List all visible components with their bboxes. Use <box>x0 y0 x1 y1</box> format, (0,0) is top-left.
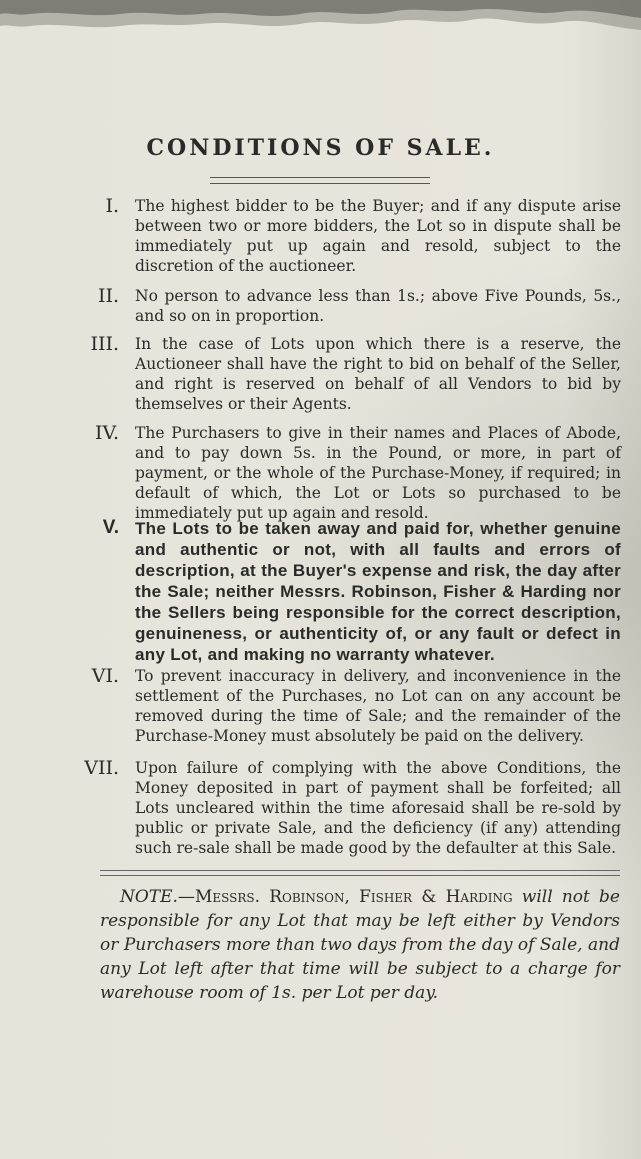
condition-number: V. <box>102 517 119 538</box>
title-rule <box>210 177 430 184</box>
note-paragraph <box>100 885 620 1005</box>
condition-text: The highest bidder to be the Buyer; and if any dispute arise between two or more bidders, the Lot so in dispute shall be immediately put up again and resold, subject to the discretion of the auctioneer. <box>135 197 621 275</box>
condition-number: IV. <box>95 422 119 444</box>
condition-text: In the case of Lots upon which there is a reserve, the Auctioneer shall have the right to bid on behalf of the Seller, and right is reserved on behalf of all Vendors to bid by themselves or their Agents. <box>135 335 621 413</box>
condition-text: Upon failure of complying with the above Conditions, the Money deposited in part of payment shall be forfeited; all Lots uncleared within the time aforesaid shall be re-sold by public or private Sale, and the deficiency (if any) attending such re-sale shall be made good by the defaulter at this Sale. <box>135 759 621 857</box>
condition-number: II. <box>97 285 119 307</box>
condition-text: The Purchasers to give in their names and Places of Abode, and to pay down 5s. in the Pound, or more, in part of payment, or the whole of the Purchase-Money, if required; in default of which, the Lot or Lots so purchased to be immediately put up again and resold. <box>135 424 621 522</box>
condition-number: III. <box>90 333 119 355</box>
condition-text: No person to advance less than 1s.; above Five Pounds, 5s., and so on in proportion. <box>135 287 621 325</box>
condition-text: The Lots to be taken away and paid for, whether genuine and authentic or not, with all faults and errors of description, at the Buyer's expense and risk, the day after the Sale; neither Messrs. Robinson, Fisher & Harding nor the Sellers being responsible for the correct description, genuineness, or authenticity of, or any fault or defect in any Lot, and making no warranty whatever. <box>135 519 621 664</box>
note-rule <box>100 870 620 876</box>
page-title: CONDITIONS OF SALE. <box>146 135 495 161</box>
condition-number: VI. <box>91 665 119 687</box>
note-firms: Messrs. Robinson, Fisher & Harding <box>194 887 513 907</box>
torn-top-edge <box>0 0 641 48</box>
note-body: will not be responsible for any Lot that may be left either by Vendors or Purchasers more than two days from the day of Sale, and any Lot left after that time will be subject to a charge for warehouse room of 1s. per Lot per day. <box>100 887 620 1003</box>
condition-number: I. <box>105 195 119 217</box>
condition-number: VII. <box>84 757 119 779</box>
condition-text: To prevent inaccuracy in delivery, and inconvenience in the settlement of the Purchases, no Lot can on any account be removed during the time of Sale; and the remainder of the Purchase-Money must absolutely be paid on the delivery. <box>135 667 621 745</box>
note-lead: NOTE.— <box>120 887 195 907</box>
